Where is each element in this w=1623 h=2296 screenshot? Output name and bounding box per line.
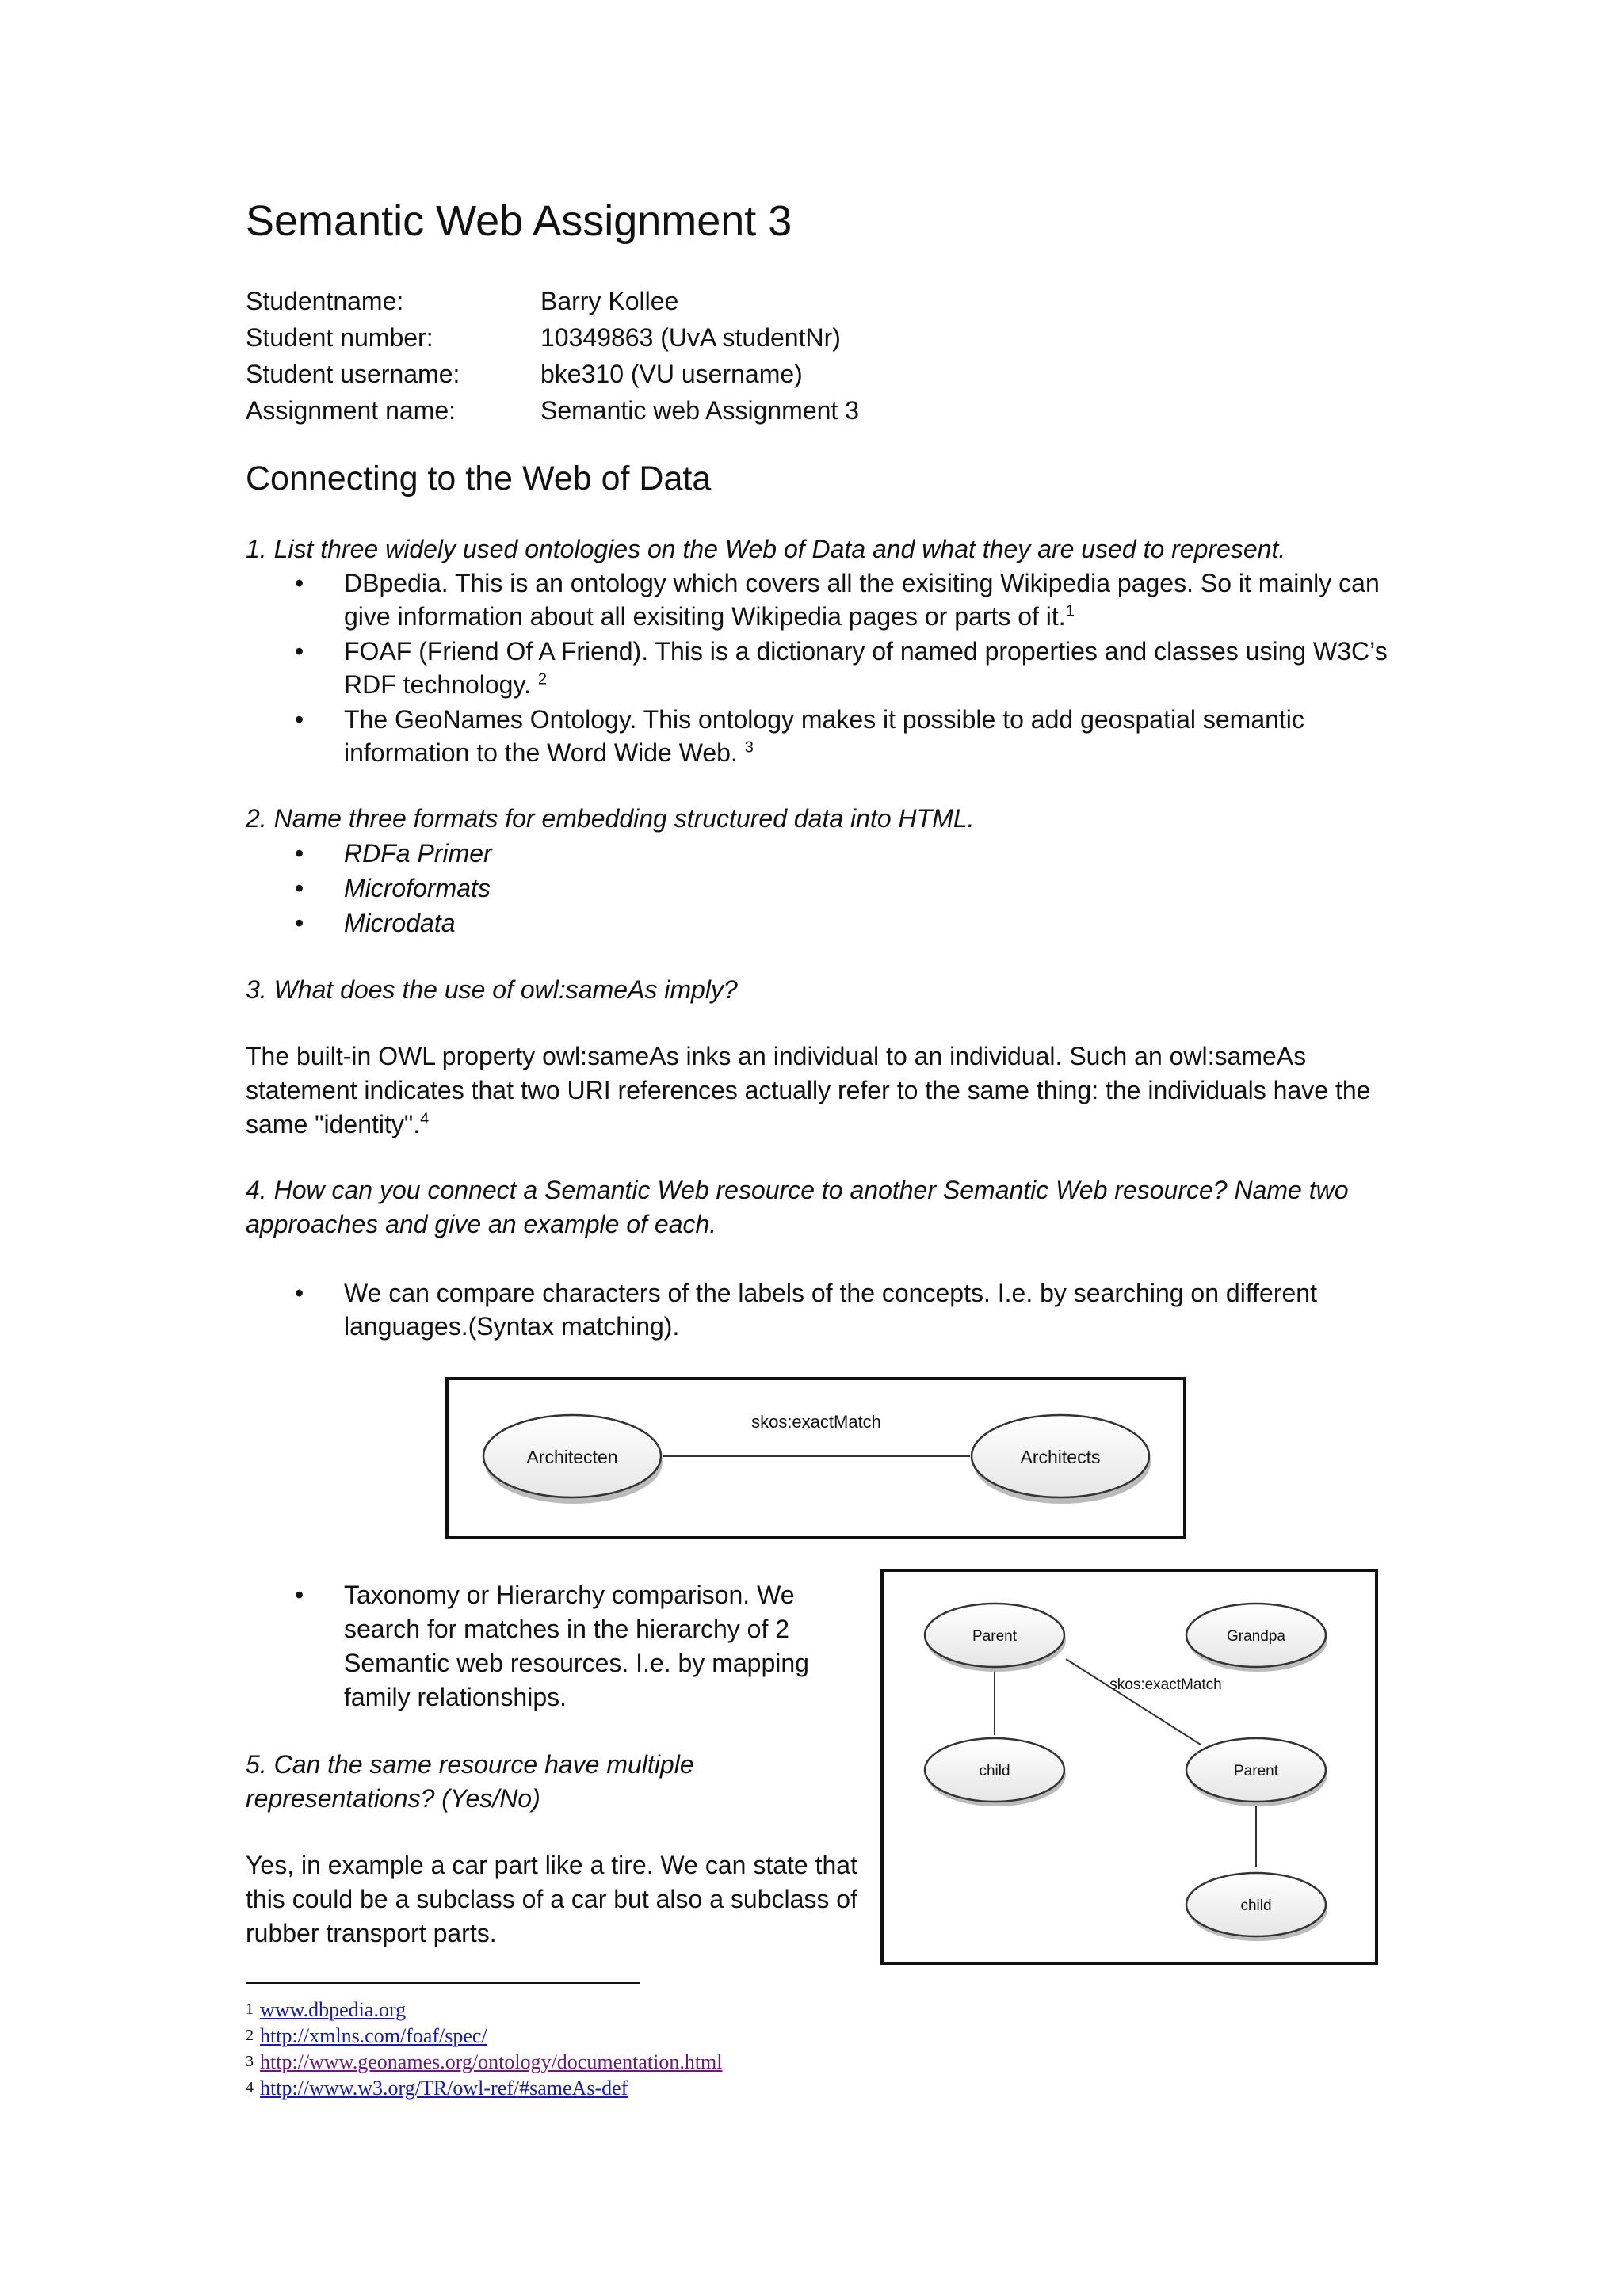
edge-line <box>1066 1659 1201 1745</box>
q1-bullet-3-line-1: The GeoNames Ontology. This ontology makes it possible to add geospatial semantic <box>344 705 1304 734</box>
q5-answer-line: this could be a subclass of a car but also a subclass of <box>246 1885 857 1913</box>
footnote-link[interactable]: http://www.w3.org/TR/owl-ref/#sameAs-def <box>260 2077 628 2100</box>
figure-hierarchy-matching <box>880 1569 1378 1965</box>
question-4-line: 4. How can you connect a Semantic Web resource to another Semantic Web resource? Name two <box>246 1176 1349 1204</box>
q1-bullet-2-line-1: FOAF (Friend Of A Friend). This is a dictionary of named properties and classes using W3C’s <box>344 637 1388 666</box>
footnote-ref: 3 <box>744 738 754 757</box>
footnote: 1 www.dbpedia.org <box>246 1998 407 2021</box>
info-value: Semantic web Assignment 3 <box>540 396 859 425</box>
q1-bullet-1-line-1: DBpedia. This is an ontology which covers all the exisiting Wikipedia pages. So it mainly can <box>344 569 1380 597</box>
bullet-icon: • <box>295 909 304 937</box>
q4-bullet-2-line: family relationships. <box>344 1683 567 1711</box>
info-label: Studentname: <box>246 287 404 315</box>
info-value: 10349863 (UvA studentNr) <box>540 323 841 352</box>
node-label: child <box>1240 1897 1272 1914</box>
q2-bullet: Microdata <box>344 909 456 937</box>
question-1: 1. List three widely used ontologies on the Web of Data and what they are used to represent. <box>246 535 1286 563</box>
question-2: 2. Name three formats for embedding structured data into HTML. <box>246 804 975 833</box>
q4-bullet-2-line: Semantic web resources. I.e. by mapping <box>344 1649 809 1677</box>
footnote-ref: 4 <box>420 1110 430 1128</box>
footnote-separator <box>246 1982 640 1984</box>
info-label: Student number: <box>246 323 433 352</box>
footnote: 4 http://www.w3.org/TR/owl-ref/#sameAs-def <box>246 2077 628 2100</box>
section-heading: Connecting to the Web of Data <box>246 460 712 498</box>
bullet-icon: • <box>295 569 304 597</box>
q4-bullet-1-line: We can compare characters of the labels of the concepts. I.e. by searching on different <box>344 1279 1317 1307</box>
q1-bullet-2-line-2: RDF technology. $^2$ <box>344 670 547 699</box>
footnote-link[interactable]: http://xmlns.com/foaf/spec/ <box>260 2024 487 2047</box>
question-5-line: representations? (Yes/No) <box>246 1784 540 1813</box>
q5-answer-line: Yes, in example a car part like a tire. We can state that <box>246 1851 857 1879</box>
info-label: Assignment name: <box>246 396 456 425</box>
figure-syntax-matching <box>445 1377 1186 1539</box>
question-5-line: 5. Can the same resource have multiple <box>246 1750 694 1779</box>
bullet-icon: • <box>295 874 304 902</box>
node-label: Parent <box>972 1628 1017 1645</box>
bullet-icon: • <box>295 705 304 734</box>
bullet-icon: • <box>295 1581 304 1609</box>
info-label: Student username: <box>246 360 460 388</box>
node-label: Architecten <box>526 1447 618 1467</box>
node-label: Grandpa <box>1227 1628 1285 1645</box>
q3-answer-line: same "identity".$^4$ <box>246 1110 430 1138</box>
edge-label: skos:exactMatch <box>751 1412 881 1432</box>
edge-label: skos:exactMatch <box>1109 1676 1222 1693</box>
bullet-icon: • <box>295 1279 304 1307</box>
footnote: 3 http://www.geonames.org/ontology/documentation.html <box>246 2050 723 2073</box>
q4-bullet-2-line: Taxonomy or Hierarchy comparison. We <box>344 1581 795 1609</box>
q4-bullet-2-line: search for matches in the hierarchy of 2 <box>344 1615 790 1643</box>
q4-bullet-1-line: languages.(Syntax matching). <box>344 1312 680 1341</box>
q5-answer-line: rubber transport parts. <box>246 1919 497 1947</box>
q1-bullet-1-line-2: give information about all exisiting Wikipedia pages or parts of it.$^1$ <box>344 602 1075 631</box>
question-3: 3. What does the use of owl:sameAs imply? <box>246 975 738 1004</box>
q2-bullet: RDFa Primer <box>344 839 492 868</box>
info-value: bke310 (VU username) <box>540 360 803 388</box>
footnote: 2 http://xmlns.com/foaf/spec/ <box>246 2024 487 2047</box>
footnote-link[interactable]: http://www.geonames.org/ontology/documentation.html <box>260 2050 723 2073</box>
q3-answer-line: The built-in OWL property owl:sameAs inks an individual to an individual. Such an owl:sameAs <box>246 1042 1307 1070</box>
bullet-icon: • <box>295 839 304 868</box>
figure-syntax-matching-svg <box>449 1380 1183 1536</box>
figure-hierarchy-matching-svg <box>884 1572 1375 1962</box>
footnote-ref: 1 <box>1065 602 1075 620</box>
footnote-ref: 2 <box>537 670 547 688</box>
q2-bullet: Microformats <box>344 874 491 902</box>
q1-bullet-3-line-2: information to the Word Wide Web. $^3$ <box>344 738 754 767</box>
info-value: Barry Kollee <box>540 287 679 315</box>
node-label: Parent <box>1234 1763 1278 1779</box>
footnote-link[interactable]: www.dbpedia.org <box>260 1998 407 2021</box>
question-4-line: approaches and give an example of each. <box>246 1210 717 1238</box>
document-title: Semantic Web Assignment 3 <box>246 197 792 245</box>
bullet-icon: • <box>295 637 304 666</box>
node-label: child <box>979 1763 1010 1779</box>
node-label: Architects <box>1020 1447 1101 1467</box>
q3-answer-line: statement indicates that two URI references actually refer to the same thing: the individuals have the <box>246 1076 1371 1104</box>
